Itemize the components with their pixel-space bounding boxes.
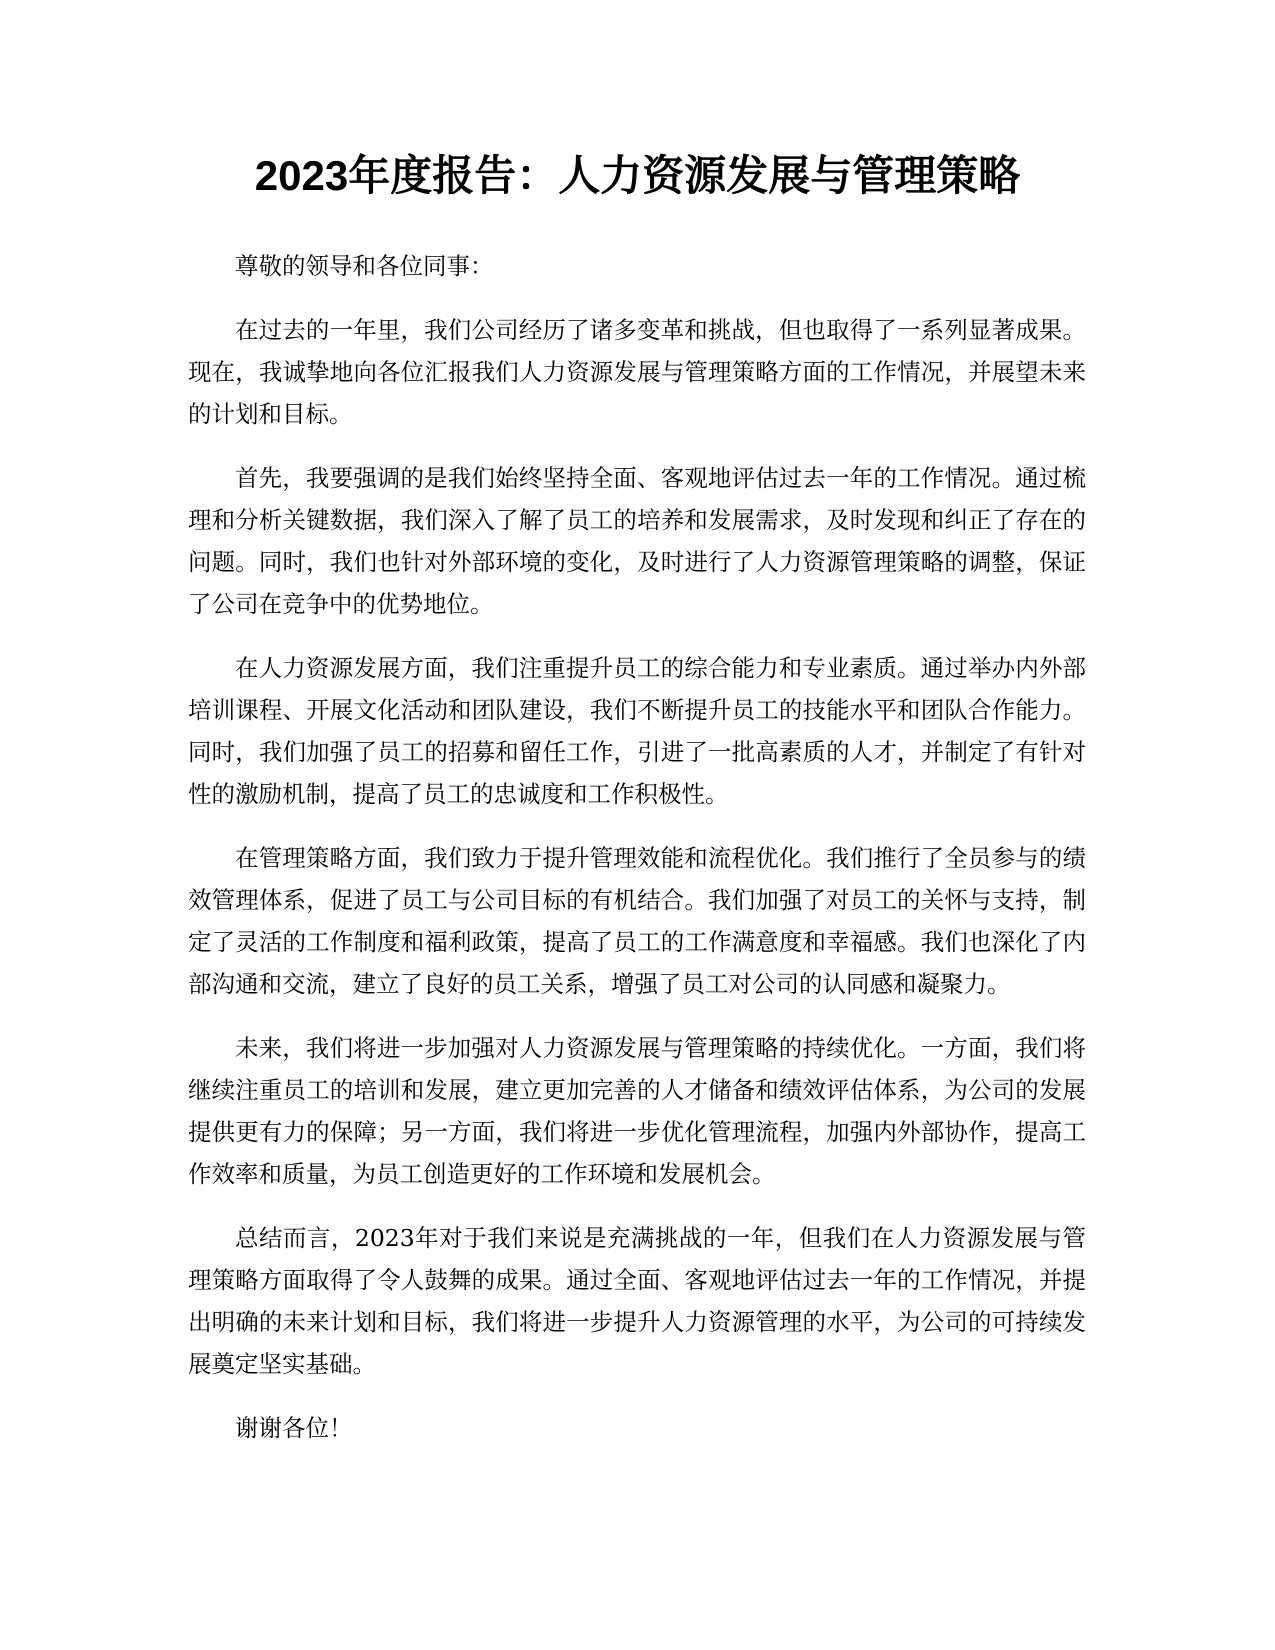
document-title: 2023年度报告：人力资源发展与管理策略: [254, 152, 1021, 199]
closing-paragraph: 谢谢各位！: [235, 1414, 353, 1442]
evaluation-paragraph: 首先，我要强调的是我们始终坚持全面、客观地评估过去一年的工作情况。通过梳理和分析关键数据，我们深入了解了员工的培养和发展需求，及时发现和纠正了存在的问题。同时，我们也针对外部环境的变化，及时进行了人力资源管理策略的调整，保证了公司在竞争中的优势地位。: [188, 464, 1086, 618]
document-body: [188, 245, 1086, 1471]
hr-development-paragraph: 在人力资源发展方面，我们注重提升员工的综合能力和专业素质。通过举办内外部培训课程、开展文化活动和团队建设，我们不断提升员工的技能水平和团队合作能力。同时，我们加强了员工的招募和留任工作，引进了一批高素质的人才，并制定了有针对性的激励机制，提高了员工的忠诚度和工作积极性。: [188, 654, 1086, 808]
greeting-paragraph: 尊敬的领导和各位同事：: [235, 252, 494, 280]
future-plan-paragraph: 未来，我们将进一步加强对人力资源发展与管理策略的持续优化。一方面，我们将继续注重员工的培训和发展，建立更加完善的人才储备和绩效评估体系，为公司的发展提供更有力的保障；另一方面，我们将进一步优化管理流程，加强内外部协作，提高工作效率和质量，为员工创造更好的工作环境和发展机会。: [188, 1034, 1086, 1188]
intro-paragraph: 在过去的一年里，我们公司经历了诸多变革和挑战，但也取得了一系列显著成果。现在，我诚挚地向各位汇报我们人力资源发展与管理策略方面的工作情况，并展望未来的计划和目标。: [188, 316, 1086, 428]
management-strategy-paragraph: 在管理策略方面，我们致力于提升管理效能和流程优化。我们推行了全员参与的绩效管理体系，促进了员工与公司目标的有机结合。我们加强了对员工的关怀与支持，制定了灵活的工作制度和福利政策，提高了员工的工作满意度和幸福感。我们也深化了内部沟通和交流，建立了良好的员工关系，增强了员工对公司的认同感和凝聚力。: [188, 844, 1086, 998]
summary-paragraph: 总结而言，2023年对于我们来说是充满挑战的一年，但我们在人力资源发展与管理策略方面取得了令人鼓舞的成果。通过全面、客观地评估过去一年的工作情况，并提出明确的未来计划和目标，我们将进一步提升人力资源管理的水平，为公司的可持续发展奠定坚实基础。: [188, 1224, 1086, 1378]
